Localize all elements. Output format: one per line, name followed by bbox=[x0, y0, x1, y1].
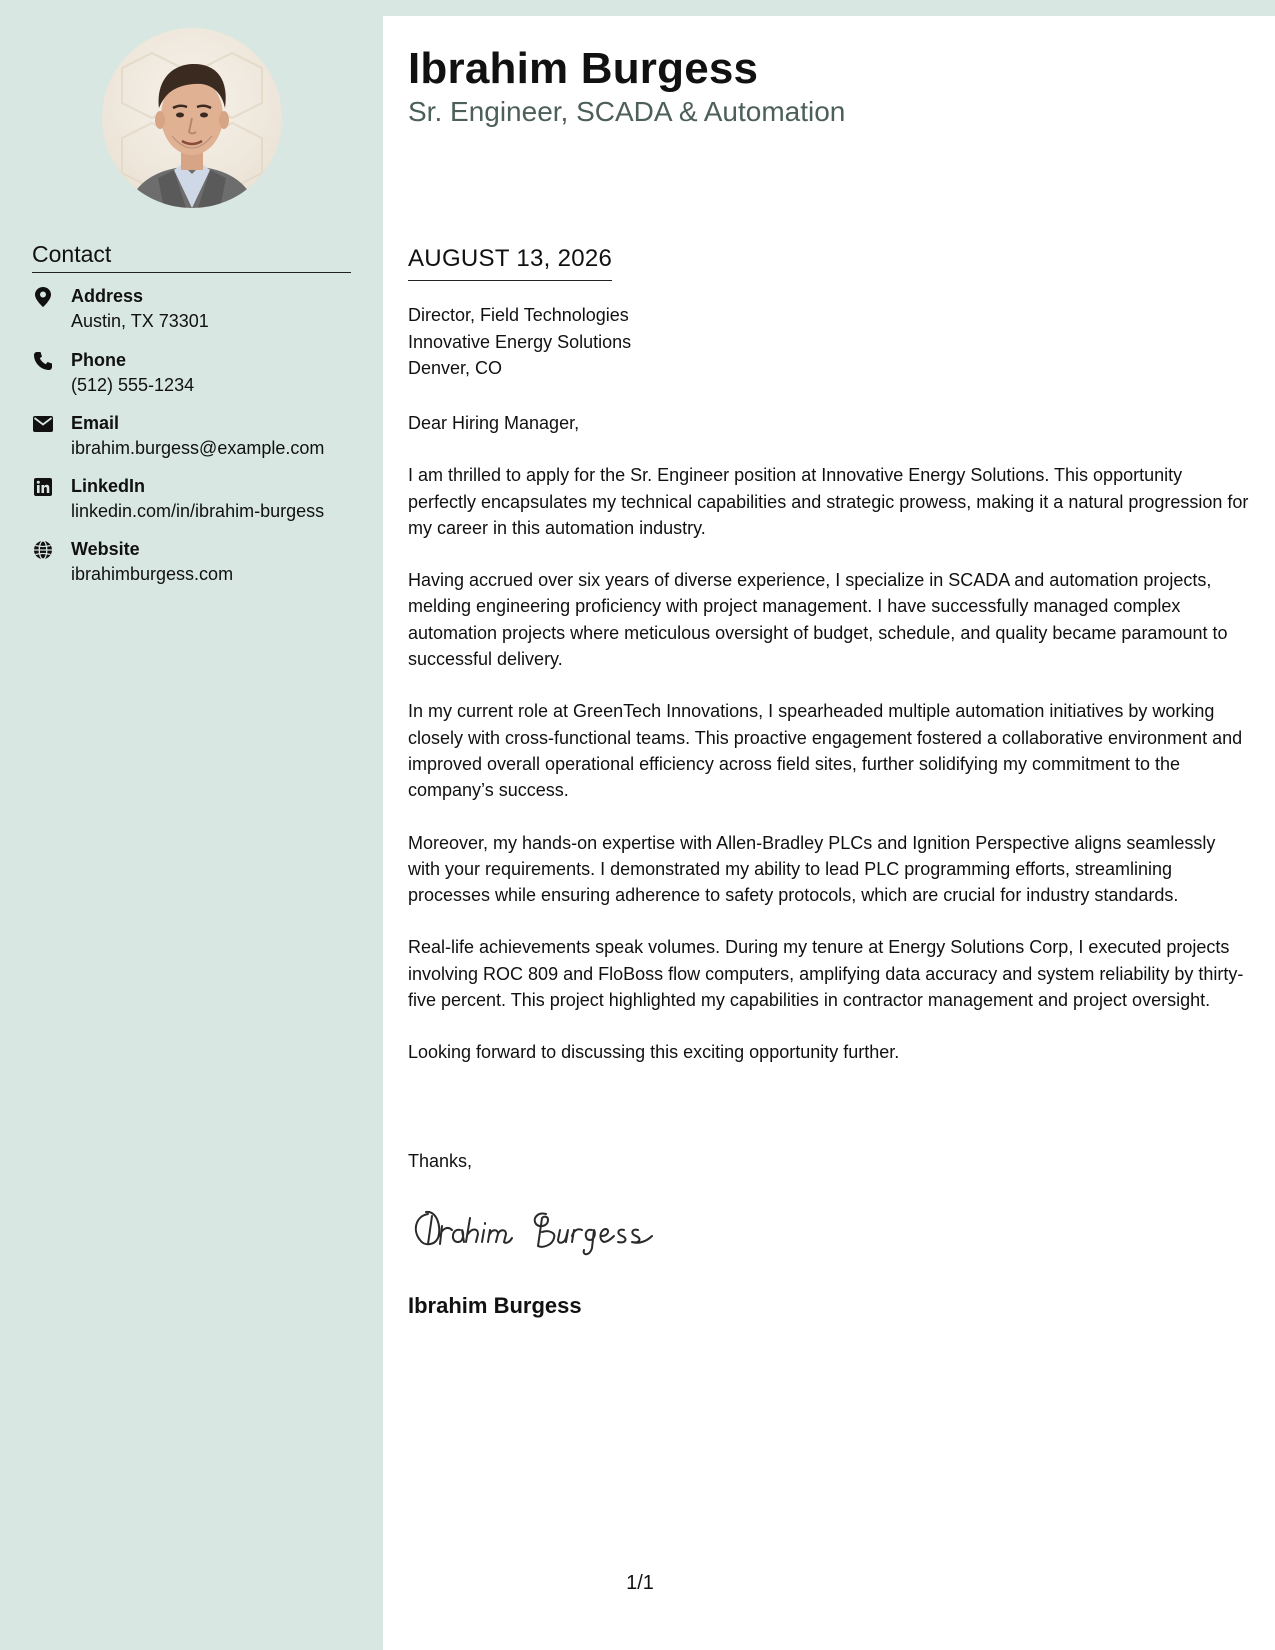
contact-label: Phone bbox=[71, 350, 127, 370]
contact-label: Email bbox=[71, 413, 120, 433]
contact-value: Austin, TX 73301 bbox=[71, 311, 209, 331]
contact-value: ibrahimburgess.com bbox=[71, 564, 234, 584]
recipient-block bbox=[408, 302, 631, 382]
closing: Thanks, bbox=[408, 1151, 473, 1171]
signature bbox=[406, 1196, 686, 1266]
letter-paragraph: Having accrued over six years of diverse experience, I specialize in SCADA and automation projects, melding engineering proficiency with project management. I have successfully managed complex automation projects where meticulous oversight of budget, schedule, and quality became paramount to successful delivery. bbox=[408, 570, 1228, 670]
letter-paragraph: Real-life achievements speak volumes. During my tenure at Energy Solutions Corp, I executed projects involving ROC 809 and FloBoss flow computers, amplifying data accuracy and system reliability by thirty-five percent. This project highlighted my capabilities in contractor management and project oversight. bbox=[408, 937, 1244, 1011]
job-title: Sr. Engineer, SCADA & Automation bbox=[408, 96, 846, 127]
envelope-icon bbox=[32, 413, 54, 435]
salutation: Dear Hiring Manager, bbox=[408, 413, 580, 433]
map-pin-icon bbox=[32, 286, 54, 308]
recipient-line: Denver, CO bbox=[408, 358, 503, 378]
recipient-line: Innovative Energy Solutions bbox=[408, 331, 632, 352]
page-number: 1/1 bbox=[626, 1572, 654, 1594]
contact-heading: Contact bbox=[32, 240, 351, 273]
avatar bbox=[102, 28, 282, 208]
contact-label: LinkedIn bbox=[71, 476, 146, 496]
contact-label: Website bbox=[71, 539, 140, 559]
letter-paragraph: Looking forward to discussing this exciting opportunity further. bbox=[408, 1042, 900, 1063]
letter-date: AUGUST 13, 2026 bbox=[408, 244, 612, 281]
contact-label: Address bbox=[71, 286, 144, 306]
contact-value: (512) 555-1234 bbox=[71, 375, 195, 395]
profile-photo bbox=[102, 28, 282, 208]
phone-icon bbox=[32, 350, 54, 372]
letter-paragraph: I am thrilled to apply for the Sr. Engineer position at Innovative Energy Solutions. This opportunity perfectly encapsulates my technical capabilities and strategic prowess, making it a natural progression for my career in this automation industry. bbox=[408, 465, 1249, 538]
signer-name: Ibrahim Burgess bbox=[408, 1293, 582, 1318]
applicant-name: Ibrahim Burgess bbox=[408, 44, 759, 93]
letter-paragraph: Moreover, my hands-on expertise with Allen-Bradley PLCs and Ignition Perspective aligns seamlessly with your requirements. I demonstrated my ability to lead PLC programming efforts, streamlining processes while ensuring adherence to safety protocols, which are crucial for industry standards. bbox=[408, 832, 1216, 906]
linkedin-icon bbox=[32, 476, 54, 498]
letter-paragraph: In my current role at GreenTech Innovations, I spearheaded multiple automation initiatives by working closely with cross-functional teams. This proactive engagement fostered a collaborative environment and improved overall operational efficiency across field sites, further solidifying my commitment to the company’s success. bbox=[408, 701, 1243, 801]
globe-icon bbox=[32, 539, 54, 561]
recipient-line: Director, Field Technologies bbox=[408, 305, 629, 325]
letter-body bbox=[408, 410, 1250, 1092]
contact-value: linkedin.com/in/ibrahim-burgess bbox=[71, 501, 325, 521]
contact-value: ibrahim.burgess@example.com bbox=[71, 438, 325, 458]
